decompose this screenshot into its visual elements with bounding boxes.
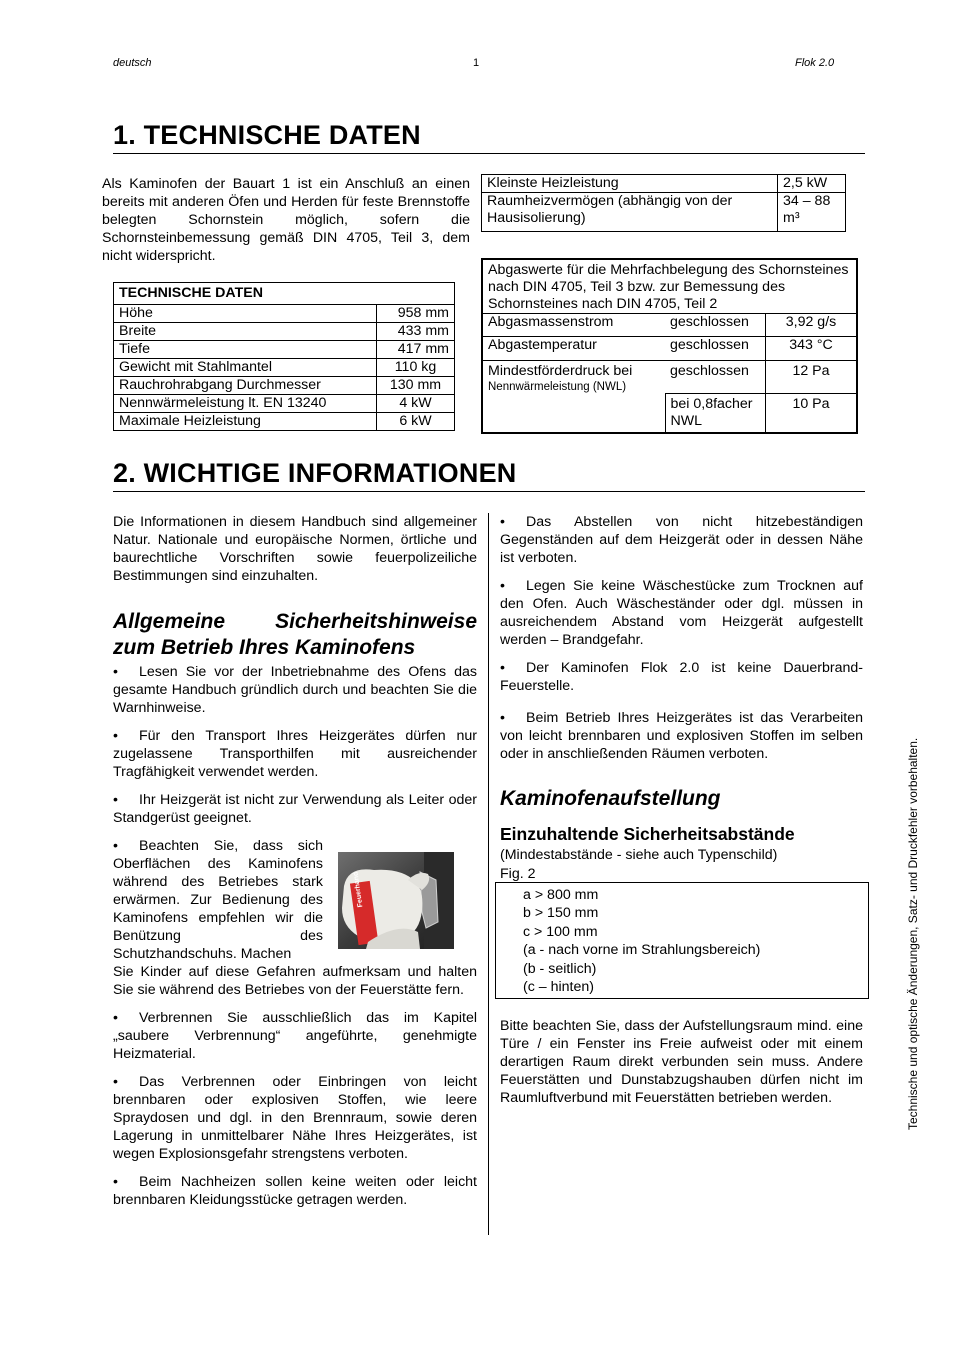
list-item: • Für den Transport Ihres Heizgerätes dürfen nur zugelassene Transporthilfen mit ausreichender Tragfähigkeit verwendet werden. bbox=[113, 728, 477, 780]
setup-heading: Kaminofenaufstellung bbox=[500, 787, 721, 810]
list-item: • Beachten Sie, dass sich Oberflächen des Kaminofens während des Betriebes stark erwärmen. Zur Bedienung des Kaminofens empfehlen wir die Benützung des Schutzhandschuhs. Machen Sie Kinder auf diese Gefahren aufmerksam und halten Sie sie während des Betriebes von der Feuerstätte fern. bbox=[113, 838, 477, 998]
table-cell: 4 kW bbox=[377, 395, 455, 413]
table-cell: 433 mm bbox=[377, 323, 455, 341]
bullet-icon: • bbox=[113, 792, 118, 808]
table-cell: 2,5 kW bbox=[778, 175, 846, 193]
bullet-icon: • bbox=[500, 660, 505, 676]
table-cell: geschlossen bbox=[665, 337, 766, 361]
section-heading-important-information: 2. WICHTIGE INFORMATIONEN bbox=[113, 458, 865, 492]
table-row bbox=[114, 323, 455, 341]
table-row bbox=[114, 341, 455, 359]
column-divider bbox=[488, 513, 489, 1235]
bullet-icon: • bbox=[500, 578, 505, 594]
list-item: a > 800 mm bbox=[523, 887, 599, 903]
bullet-icon: • bbox=[113, 1010, 118, 1026]
table-row bbox=[114, 395, 455, 413]
table-caption: Abgaswerte für die Mehrfachbelegung des Schornsteines nach DIN 4705, Teil 3 bzw. zur Bemessung des Schornsteines nach DIN 4705, Teil 2 bbox=[482, 259, 857, 314]
table-cell: geschlossen bbox=[665, 314, 766, 337]
table-cell: Abgasmassenstrom bbox=[482, 314, 665, 337]
table-row bbox=[114, 359, 455, 377]
list-item: c > 100 mm bbox=[523, 923, 598, 940]
protective-glove-image bbox=[338, 852, 454, 949]
list-item: • Lesen Sie vor der Inbetriebnahme des Ofens das gesamte Handbuch gründlich durch und beachten Sie die Warnhinweise. bbox=[113, 664, 477, 716]
table-cell: 6 kW bbox=[377, 413, 455, 431]
table-cell-sublabel: Nennwärmeleistung (NWL) bbox=[488, 381, 627, 393]
list-item: b > 150 mm bbox=[523, 905, 599, 922]
table-row bbox=[482, 361, 857, 394]
table-cell: Breite bbox=[114, 323, 377, 341]
table-cell: 3,92 g/s bbox=[766, 314, 858, 337]
table-row bbox=[114, 377, 455, 395]
bullet-icon: • bbox=[113, 664, 118, 680]
table-cell: 110 kg bbox=[377, 359, 455, 377]
side-disclaimer: Technische und optische Änderungen, Satz- und Druckfehler vorbehalten. bbox=[906, 737, 920, 1130]
table-cell: 343 °C bbox=[766, 337, 858, 361]
list-item: (b - seitlich) bbox=[523, 960, 597, 977]
bullet-icon: • bbox=[113, 728, 118, 744]
safety-heading: Allgemeine Sicherheitshinweise zum Betrieb Ihres Kaminofens bbox=[113, 610, 477, 659]
glove-label: Feuerhand bbox=[352, 871, 365, 908]
header-language: deutsch bbox=[113, 57, 152, 69]
table-row bbox=[482, 337, 857, 361]
table-cell: 130 mm bbox=[377, 377, 455, 395]
table-cell: Nennwärmeleistung lt. EN 13240 bbox=[114, 395, 377, 413]
table-cell: Tiefe bbox=[114, 341, 377, 359]
list-item: • Verbrennen Sie ausschließlich das im Kapitel „saubere Verbrennung“ angeführte, genehmigte Heizmaterial. bbox=[113, 1010, 477, 1062]
bullet-icon: • bbox=[113, 1174, 118, 1190]
table-cell: 34 – 88 m³ bbox=[778, 193, 846, 232]
table-cell: Maximale Heizleistung bbox=[114, 413, 377, 431]
table-cell: Raumheizvermögen (abhängig von der Hausisolierung) bbox=[482, 193, 778, 232]
distance-list bbox=[496, 883, 868, 996]
table-cell-label: Mindestförderdruck bei bbox=[488, 363, 633, 379]
list-item: • Ihr Heizgerät ist nicht zur Verwendung als Leiter oder Standgerüst geeignet. bbox=[113, 792, 477, 826]
bullet-icon: • bbox=[500, 514, 505, 530]
list-item: • Der Kaminofen Flok 2.0 ist keine Dauerbrand-Feuerstelle. bbox=[500, 660, 863, 694]
list-item: • Legen Sie keine Wäschestücke zum Trocknen auf den Ofen. Auch Wäscheständer oder dgl. müssen in ausreichendem Abstand vom Heizgerät aufgestellt werden – Brandgefahr. bbox=[500, 578, 863, 648]
distance-heading: Einzuhaltende Sicherheitsabstände bbox=[500, 824, 795, 844]
list-item: • Beim Betrieb Ihres Heizgerätes ist das Verarbeiten von leicht brennbaren und explosiven Stoffen im selben oder in anschließenden Räumen verboten. bbox=[500, 710, 863, 762]
bullet-icon: • bbox=[113, 838, 118, 854]
table-row bbox=[114, 413, 455, 431]
list-item: • Beim Nachheizen sollen keine weiten oder leicht brennbaren Kleidungsstücke getragen werden. bbox=[113, 1174, 477, 1208]
list-item: (c – hinten) bbox=[523, 979, 594, 996]
table-cell: bei 0,8facher NWL bbox=[665, 394, 766, 434]
list-item: • Das Abstellen von nicht hitzebeständigen Gegenständen auf dem Heizgerät oder in dessen Nähe ist verboten. bbox=[500, 514, 863, 566]
table-row bbox=[482, 193, 846, 232]
table-row bbox=[114, 305, 455, 323]
table-cell: geschlossen bbox=[665, 361, 766, 394]
table-row bbox=[482, 314, 857, 337]
right-column bbox=[500, 513, 863, 773]
table-cell: 12 Pa bbox=[766, 361, 858, 394]
section2-intro: Die Informationen in diesem Handbuch sind allgemeiner Natur. Nationale und europäische Normen, örtliche und baurechtliche Vorschriften sowie feuerpolizeiliche Bestimmungen sind einzuhalten. bbox=[113, 514, 477, 584]
flue-gas-table bbox=[481, 258, 858, 434]
table-title: TECHNISCHE DATEN bbox=[114, 283, 455, 305]
technical-data-table bbox=[113, 282, 455, 431]
table-cell: Abgastemperatur bbox=[482, 337, 665, 361]
table-cell: Rauchrohrabgang Durchmesser bbox=[114, 377, 377, 395]
heat-output-table bbox=[481, 174, 846, 232]
table-cell: Kleinste Heizleistung bbox=[482, 175, 778, 193]
table-header-row bbox=[482, 259, 857, 314]
header-page-number: 1 bbox=[473, 57, 480, 69]
table-row bbox=[482, 175, 846, 193]
table-cell: 958 mm bbox=[377, 305, 455, 323]
distance-box bbox=[495, 882, 869, 999]
section-heading-technical-data: 1. TECHNISCHE DATEN bbox=[113, 120, 865, 154]
bullet-icon: • bbox=[113, 1074, 118, 1090]
table-cell: Gewicht mit Stahlmantel bbox=[114, 359, 377, 377]
list-item: (a - nach vorne im Strahlungsbereich) bbox=[523, 942, 761, 959]
table-cell: 10 Pa bbox=[766, 394, 858, 434]
glove-photo bbox=[338, 852, 454, 949]
table-cell: Höhe bbox=[114, 305, 377, 323]
figure-label: Fig. 2 bbox=[500, 866, 536, 882]
list-item: • Das Verbrennen oder Einbringen von leicht brennbaren oder explosiven Stoffen, wie leere Spraydosen und dgl. in den Brennraum, sowie deren Lagerung in unmittelbarer Nähe Ihres Heizgerätes, ist wegen Explosionsgefahr strengstens verboten. bbox=[113, 1074, 477, 1162]
table-cell: 417 mm bbox=[377, 341, 455, 359]
room-note: Bitte beachten Sie, dass der Aufstellungsraum mind. eine Türe / ein Fenster ins Freie aufweist oder mit einem derartigen Raum direkt verbunden sein muss. Andere Feuerstätten und Dunstabzugshauben dürfen nicht im Raumluftverbund mit Feuerstätten betrieben werden. bbox=[500, 1018, 863, 1106]
bullet-icon: • bbox=[500, 710, 505, 726]
header-product: Flok 2.0 bbox=[795, 57, 835, 69]
section1-intro: Als Kaminofen der Bauart 1 ist ein Anschluß an einen bereits mit anderen Öfen und Herden für feste Brennstoffe belegten Schornstein möglich, sofern die Schornsteinbemessung gemäß DIN 4705, Teil 3, dem nicht widerspricht. bbox=[102, 176, 470, 264]
table-header-row bbox=[114, 283, 455, 305]
table-cell bbox=[482, 361, 665, 434]
distance-note: (Mindestabstände - siehe auch Typenschild) bbox=[500, 847, 778, 863]
